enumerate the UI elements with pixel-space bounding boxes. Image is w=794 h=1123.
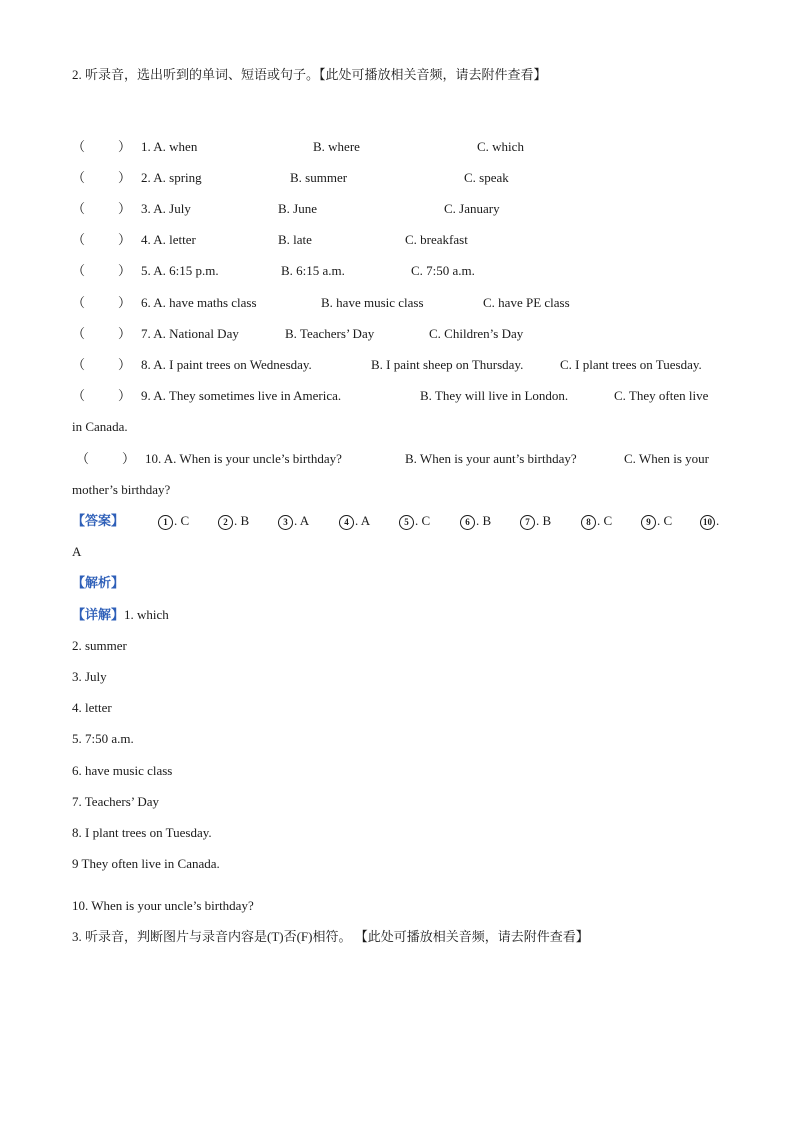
- option-a: 7. A. National Day: [141, 326, 239, 341]
- option-c: C. I plant trees on Tuesday.: [560, 357, 702, 372]
- answer-value: . C: [597, 513, 613, 528]
- answer-item: [339, 513, 370, 530]
- analysis-line: 5. 7:50 a.m.: [72, 731, 134, 746]
- option-b: B. have music class: [321, 295, 424, 310]
- answer-value: . B: [476, 513, 492, 528]
- answer-item: [700, 513, 719, 530]
- answer-wrap: A: [72, 544, 82, 559]
- option-b: B. where: [313, 139, 360, 154]
- option-a: 9. A. They sometimes live in America.: [141, 388, 342, 403]
- option-c-wrap: in Canada.: [72, 419, 128, 434]
- option-b: B. Teachers’ Day: [285, 326, 375, 341]
- answer-value: . A: [355, 513, 371, 528]
- option-c: C. which: [477, 139, 524, 154]
- analysis-line: 7. Teachers’ Day: [72, 794, 160, 809]
- answer-value: . B: [234, 513, 250, 528]
- answer-item: [399, 513, 430, 530]
- detail-label: 【详解】: [72, 607, 125, 622]
- analysis-label: 【解析】: [72, 575, 125, 590]
- answer-paren-close: ）: [118, 263, 132, 278]
- answer-paren-close: ）: [118, 201, 132, 216]
- option-a: 8. A. I paint trees on Wednesday.: [141, 357, 312, 372]
- answer-paren-open: （: [72, 263, 86, 278]
- option-b: B. June: [278, 201, 317, 216]
- analysis-line: 10. When is your uncle’s birthday?: [72, 898, 254, 913]
- option-c: C. They often live: [614, 388, 709, 403]
- answer-paren-open: （: [72, 232, 86, 247]
- option-c: C. January: [444, 201, 500, 216]
- option-c: C. have PE class: [483, 295, 570, 310]
- answer-item: [641, 513, 672, 530]
- answer-value: .: [716, 513, 720, 528]
- circled-number: 9: [641, 515, 656, 530]
- option-b: B. late: [278, 232, 312, 247]
- option-a: 6. A. have maths class: [141, 295, 257, 310]
- option-a: 10. A. When is your uncle’s birthday?: [145, 451, 342, 466]
- option-b: B. When is your aunt’s birthday?: [405, 451, 577, 466]
- option-c: C. When is your: [624, 451, 709, 466]
- answer-item: [278, 513, 309, 530]
- option-b: B. I paint sheep on Thursday.: [371, 357, 524, 372]
- analysis-line: 4. letter: [72, 700, 112, 715]
- answer-paren-close: ）: [118, 232, 132, 247]
- circled-number: 3: [278, 515, 293, 530]
- option-b: B. They will live in London.: [420, 388, 569, 403]
- option-a: 2. A. spring: [141, 170, 202, 185]
- option-b: B. summer: [290, 170, 348, 185]
- answer-value: . C: [657, 513, 673, 528]
- answer-paren-close: ）: [118, 326, 132, 341]
- answer-paren-open: （: [72, 170, 86, 185]
- option-a: 3. A. July: [141, 201, 191, 216]
- answer-paren-open: （: [76, 451, 90, 466]
- option-b: B. 6:15 a.m.: [281, 263, 345, 278]
- option-c: C. 7:50 a.m.: [411, 263, 475, 278]
- answer-value: . C: [174, 513, 190, 528]
- answer-value: . C: [415, 513, 431, 528]
- circled-number: 5: [399, 515, 414, 530]
- analysis-line: 8. I plant trees on Tuesday.: [72, 825, 212, 840]
- answer-paren-open: （: [72, 326, 86, 341]
- section2-title: 2. 听录音，选出听到的单词、短语或句子。【此处可播放相关音频，请去附件查看】: [72, 67, 547, 82]
- circled-number: 2: [218, 515, 233, 530]
- circled-number: 10: [700, 515, 715, 530]
- analysis-line: 6. have music class: [72, 763, 173, 778]
- option-c: C. speak: [464, 170, 509, 185]
- circled-number: 6: [460, 515, 475, 530]
- analysis-line: 9 They often live in Canada.: [72, 856, 220, 871]
- answer-item: [460, 513, 491, 530]
- answer-paren-close: ）: [118, 170, 132, 185]
- answer-paren-close: ）: [122, 451, 136, 466]
- answer-paren-open: （: [72, 201, 86, 216]
- answer-paren-open: （: [72, 295, 86, 310]
- answer-paren-open: （: [72, 139, 86, 154]
- answer-label: 【答案】: [72, 513, 125, 528]
- option-a: 1. A. when: [141, 139, 198, 154]
- answer-paren-close: ）: [118, 357, 132, 372]
- answer-paren-close: ）: [118, 139, 132, 154]
- circled-number: 1: [158, 515, 173, 530]
- analysis-line: 2. summer: [72, 638, 127, 653]
- analysis-first-line: [72, 607, 169, 623]
- analysis-line: 1. which: [124, 607, 169, 622]
- answer-value: . B: [536, 513, 552, 528]
- answer-paren-close: ）: [118, 295, 132, 310]
- circled-number: 4: [339, 515, 354, 530]
- answer-paren-close: ）: [118, 388, 132, 403]
- answer-paren-open: （: [72, 357, 86, 372]
- option-c: C. breakfast: [405, 232, 468, 247]
- circled-number: 8: [581, 515, 596, 530]
- option-a: 5. A. 6:15 p.m.: [141, 263, 219, 278]
- section3-title: 3. 听录音，判断图片与录音内容是(T)否(F)相符。 【此处可播放相关音频，请去附件查看】: [72, 929, 589, 944]
- circled-number: 7: [520, 515, 535, 530]
- analysis-line: 3. July: [72, 669, 107, 684]
- answer-item: [520, 513, 551, 530]
- option-a: 4. A. letter: [141, 232, 196, 247]
- answer-paren-open: （: [72, 388, 86, 403]
- answer-item: [158, 513, 189, 530]
- answer-value: . A: [294, 513, 310, 528]
- option-c: C. Children’s Day: [429, 326, 524, 341]
- answer-item: [581, 513, 612, 530]
- answer-item: [218, 513, 249, 530]
- option-c-wrap: mother’s birthday?: [72, 482, 171, 497]
